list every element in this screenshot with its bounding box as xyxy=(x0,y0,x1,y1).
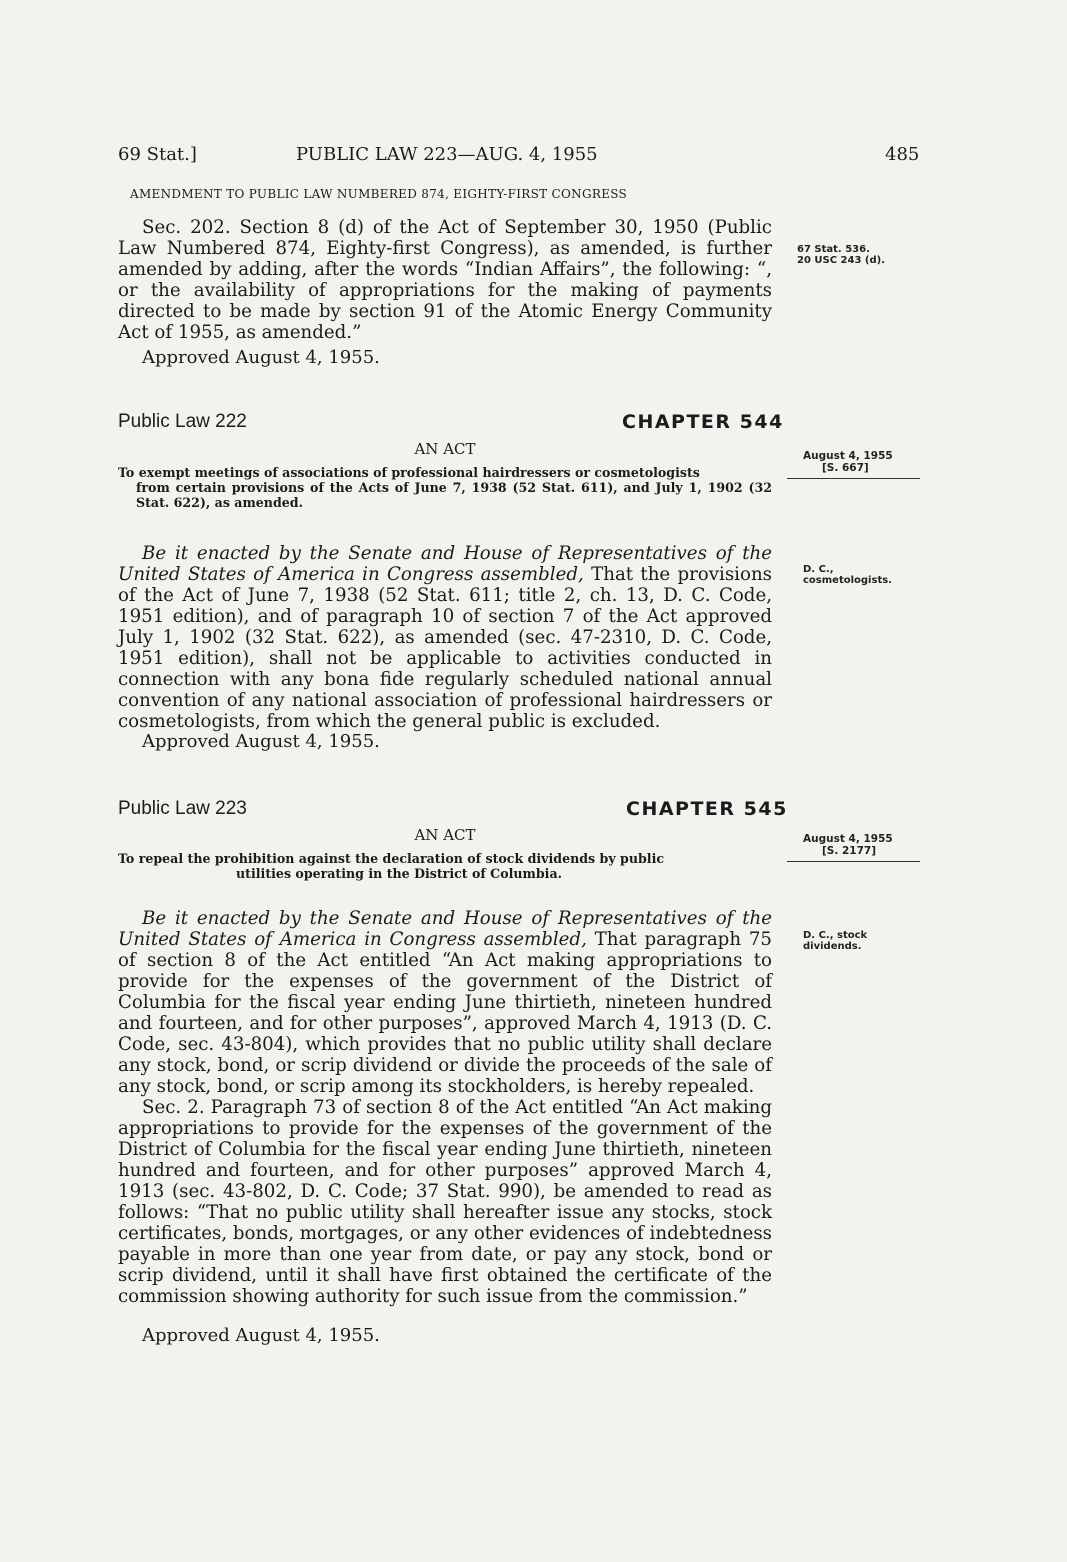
law-223-body-text: That paragraph 75 of section 8 of the Act entitled “An Act making appropriations to provide for the expenses of the government of the District of Columbia for the fiscal year ending June thirtieth, nineteen hundred and fourteen, and for other purposes”, approved March 4, 1913 (D. C. Code, sec. 43-804), which provides that no public utility shall declare any stock, bond, or scrip dividend or divide the proceeds of the sale of any stock, bond, or scrip among its stockholders, is hereby repealed. xyxy=(118,929,772,1097)
law-223-purpose-line1: To repeal the prohibition against the declaration of stock dividends by public xyxy=(118,851,665,866)
law-222-an-act: AN ACT xyxy=(414,440,476,458)
law-223-margin-rule xyxy=(787,861,920,862)
law-222-margin-bill: [S. 667] xyxy=(822,462,869,474)
law-223-an-act: AN ACT xyxy=(414,826,476,844)
law-222-body-text: That the provisions of the Act of June 7, 1938 (52 Stat. 611; title 2, ch. 13, D. C. Code, 1951 edition), and of paragraph 10 of section 7 of the Act approved July 1, 1902 (32 Stat. 622), as amended (sec. 47-2310, D. C. Code, 1951 edition), shall not be applicable to activities conducted in connection with any bona fide regularly scheduled national annual convention of any national association of professional hairdressers or cosmetologists, from which the general public is excluded. xyxy=(118,564,772,732)
law-223-margin-date: August 4, 1955 xyxy=(803,833,893,845)
law-222-purpose-rest: from certain provisions of the Acts of June 7, 1938 (52 Stat. 611), and July 1, 1902 (32 Stat. 622), as amended. xyxy=(136,480,772,510)
law-222-body xyxy=(118,543,772,732)
chapter-545-label: CHAPTER 545 xyxy=(626,798,788,820)
page-number: 485 xyxy=(885,144,920,165)
running-title: PUBLIC LAW 223—AUG. 4, 1955 xyxy=(296,144,598,165)
sec-202-paragraph xyxy=(118,217,772,343)
law-223-purpose-rest: utilities operating in the District of Columbia. xyxy=(236,866,562,881)
chapter-544-label: CHAPTER 544 xyxy=(622,411,784,433)
public-law-223-label: Public Law 223 xyxy=(118,798,247,819)
law-222-approved: Approved August 4, 1955. xyxy=(142,731,380,752)
public-law-222-label: Public Law 222 xyxy=(118,411,247,432)
law-222-purpose-line1: To exempt meetings of associations of professional hairdressers or cosmetologists xyxy=(118,465,700,480)
margin-note-stat: 67 Stat. 536. xyxy=(797,244,870,255)
sec-202-approved: Approved August 4, 1955. xyxy=(142,347,380,368)
law-223-margin-subject: D. C., stock dividends. xyxy=(803,930,868,952)
margin-note-usc: 20 USC 243 (d). xyxy=(797,255,885,266)
sec-202-text: Sec. 202. Section 8 (d) of the Act of September 30, 1950 (Public Law Numbered 874, Eighty-first Congress), as amended, is further amended by adding, after the words “Indian Affairs”, the following: “, or the availability of appropriations for the making of payments directed to be made by section 91 of the Atomic Energy Community Act of 1955, as amended.” xyxy=(118,217,772,343)
law-223-approved: Approved August 4, 1955. xyxy=(142,1325,380,1346)
law-222-purpose xyxy=(118,465,772,510)
law-223-purpose xyxy=(118,851,772,881)
law-223-enacting-clause: Be it enacted by the Senate and House of Representatives of the United States of America in Congress assembled, xyxy=(118,908,772,950)
law-222-margin-date: August 4, 1955 xyxy=(803,450,893,462)
volume-citation: 69 Stat.] xyxy=(118,144,197,165)
law-222-margin-rule xyxy=(787,478,920,479)
law-223-body xyxy=(118,908,772,1307)
law-222-enacting-clause: Be it enacted by the Senate and House of Representatives of the United States of America in Congress assembled, xyxy=(118,543,772,585)
law-223-margin-bill: [S. 2177] xyxy=(822,845,877,857)
section-heading: AMENDMENT TO PUBLIC LAW NUMBERED 874, EIGHTY-FIRST CONGRESS xyxy=(130,187,628,201)
law-222-margin-subject: D. C., cosmetologists. xyxy=(803,564,892,586)
law-223-sec-2: Sec. 2. Paragraph 73 of section 8 of the Act entitled “An Act making appropriations to provide for the expenses of the government of the District of Columbia for the fiscal year ending June thirtieth, nineteen hundred and fourteen, and for other purposes” approved March 4, 1913 (sec. 43-802, D. C. Code; 37 Stat. 990), be amended to read as follows: “That no public utility shall hereafter issue any stocks, stock certificates, bonds, mortgages, or any other evidences of indebtedness payable in more than one year from date, or pay any stock, bond or scrip dividend, until it shall have first obtained the certificate of the commission showing authority for such issue from the commission.” xyxy=(118,1097,772,1307)
